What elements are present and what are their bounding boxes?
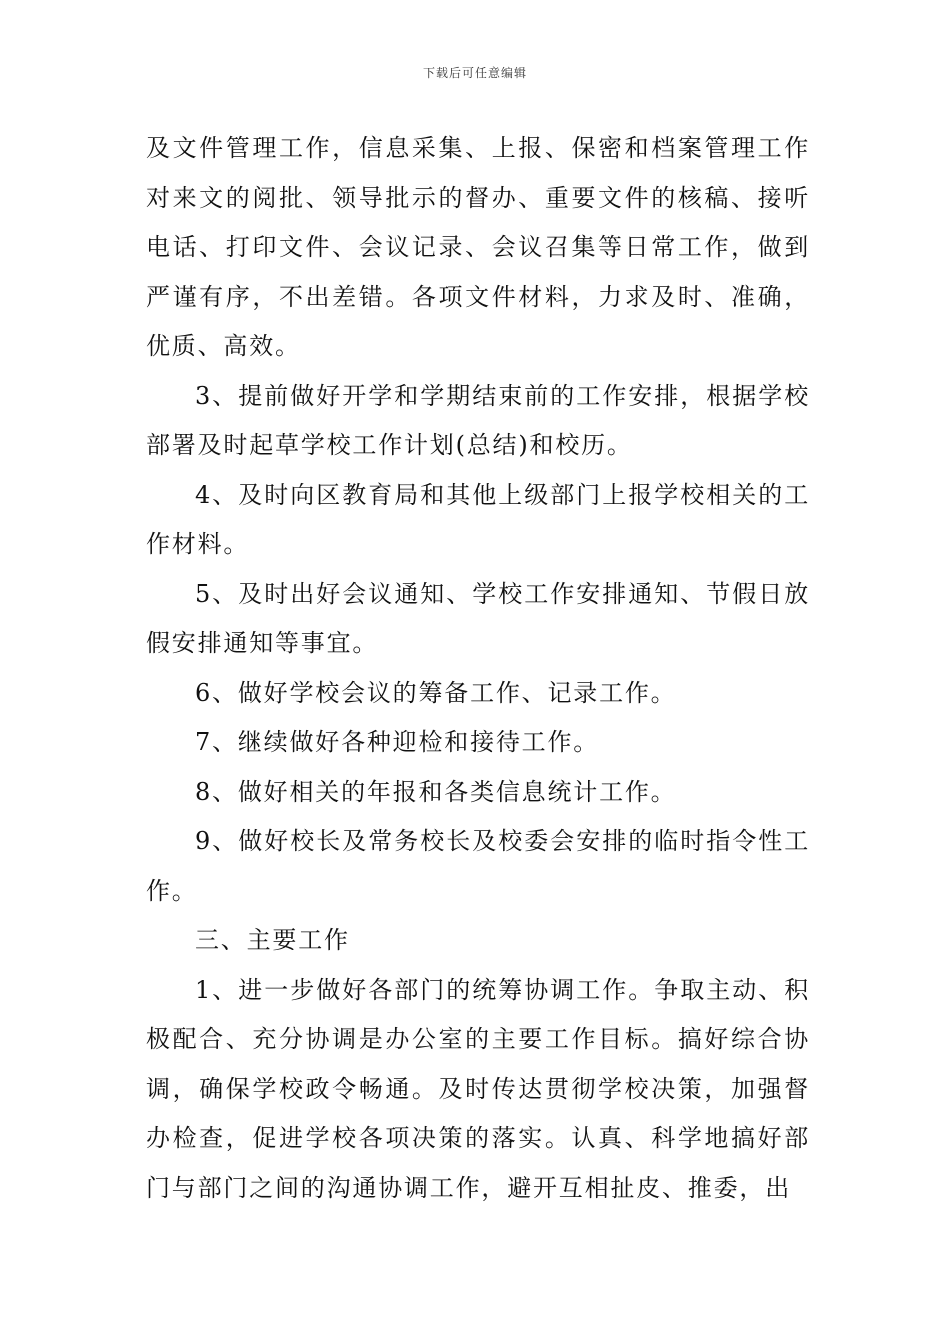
paragraph-continuation: 及文件管理工作，信息采集、上报、保密和档案管理工作对来文的阅批、领导批示的督办、重要文件的核稿、接听电话、打印文件、会议记录、会议召集等日常工作，做到严谨有序，不出差错。各项文件材料，力求及时、准确，优质、高效。	[146, 134, 810, 360]
paragraph-item-7: 7、继续做好各种迎检和接待工作。	[195, 728, 600, 756]
paragraph-item-8: 8、做好相关的年报和各类信息统计工作。	[195, 777, 677, 806]
paragraph-item-9: 9、做好校长及常务校长及校委会安排的临时指令性工作。	[146, 827, 810, 905]
document-body	[146, 124, 810, 1213]
paragraph-item-5: 5、及时出好会议通知、学校工作安排通知、节假日放假安排通知等事宜。	[146, 579, 810, 657]
section-heading: 三、主要工作	[195, 926, 350, 954]
paragraph-main-1: 1、进一步做好各部门的统筹协调工作。争取主动、积极配合、充分协调是办公室的主要工作目标。搞好综合协调，确保学校政令畅通。及时传达贯彻学校决策，加强督办检查，促进学校各项决策的落实。认真、科学地搞好部门与部门之间的沟通协调工作，避开互相扯皮、推委，出	[146, 975, 810, 1202]
paragraph-item-3: 3、提前做好开学和学期结束前的工作安排，根据学校部署及时起草学校工作计划(总结)和校历。	[146, 381, 810, 459]
header-note: 下载后可任意编辑	[422, 66, 527, 80]
paragraph-item-6: 6、做好学校会议的筹备工作、记录工作。	[195, 678, 677, 707]
paragraph-item-4: 4、及时向区教育局和其他上级部门上报学校相关的工作材料。	[146, 480, 810, 558]
